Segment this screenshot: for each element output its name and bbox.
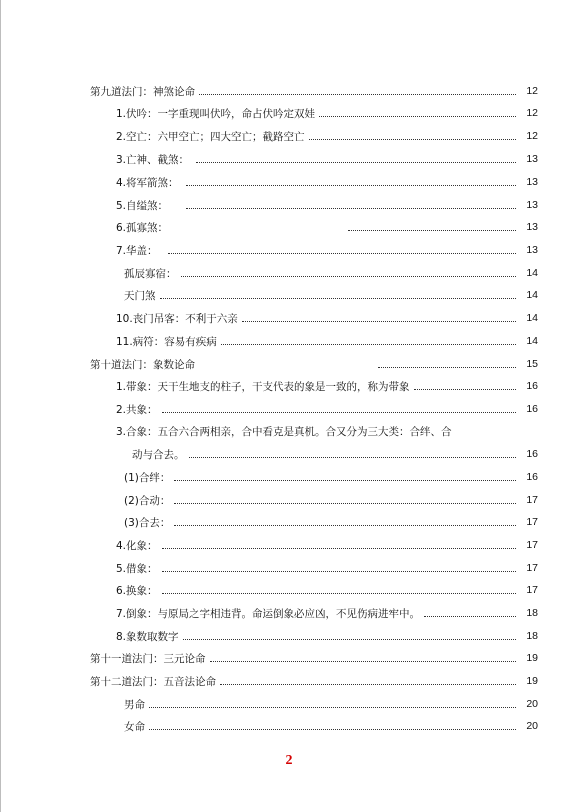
toc-entry-label: 男命 (124, 698, 145, 711)
toc-heading[interactable] (0, 80, 578, 102)
toc-page-number: 15 (526, 358, 538, 370)
toc-dot-leader (309, 139, 516, 140)
toc-entry-label: (1)合绊： (124, 471, 171, 484)
toc-page-number: 12 (526, 107, 538, 119)
page-number: 2 (285, 753, 293, 768)
toc-entry-label: (2)合动： (124, 494, 171, 507)
toc-page-number: 14 (526, 289, 538, 301)
toc-dot-leader (162, 548, 516, 549)
toc-page-number: 17 (526, 516, 538, 528)
toc-entry-label: 4.将军箭煞： (116, 176, 179, 189)
toc-entry-label: 5.借象： (116, 562, 158, 575)
toc-page-number: 17 (526, 539, 538, 551)
toc-entry[interactable] (0, 534, 578, 556)
toc-entry[interactable] (0, 148, 578, 170)
toc-dot-leader (189, 457, 517, 458)
toc-dot-leader (160, 298, 517, 299)
toc-entry[interactable] (0, 194, 578, 216)
toc-entry-label: 7.华盖： (116, 244, 158, 257)
toc-dot-leader (174, 480, 516, 481)
toc-entry[interactable] (0, 125, 578, 147)
toc-dot-leader (181, 276, 517, 277)
toc-dot-leader (162, 593, 516, 594)
toc-dot-leader (168, 253, 516, 254)
toc-dot-leader (183, 639, 516, 640)
toc-dot-leader (319, 116, 516, 117)
toc-entry-label: 第十道法门：象数论命 (90, 358, 195, 371)
toc-entry[interactable] (0, 602, 578, 624)
toc-page-number: 18 (526, 630, 538, 642)
toc-page-number: 13 (526, 199, 538, 211)
toc-page-number: 12 (526, 130, 538, 142)
toc-entry[interactable] (0, 375, 578, 397)
toc-page-number: 18 (526, 607, 538, 619)
toc-entry[interactable] (0, 239, 578, 261)
toc-page-number: 20 (526, 698, 538, 710)
toc-page-number: 19 (526, 652, 538, 664)
toc-entry[interactable] (0, 693, 578, 715)
toc-entry-label: 11.病符：容易有疾病 (116, 335, 217, 348)
toc-dot-leader (162, 412, 516, 413)
toc-entry-label: 5.自缢煞： (116, 199, 169, 212)
toc-page-number: 13 (526, 221, 538, 233)
toc-page-number: 17 (526, 494, 538, 506)
toc-entry-label: 天门煞 (124, 289, 156, 302)
toc-dot-leader (149, 707, 516, 708)
toc-entry[interactable] (0, 262, 578, 284)
toc-page-number: 19 (526, 675, 538, 687)
toc-entry-label: 1.带象：天干生地支的柱子，干支代表的象是一致的，称为带象 (116, 380, 410, 393)
toc-entry-label: 3.合象：五合六合两相亲，合中看克是真机。合又分为三大类：合绊、合 (116, 425, 452, 438)
toc-dot-leader (149, 729, 516, 730)
toc-heading[interactable] (0, 670, 578, 692)
toc-dot-leader (199, 94, 516, 95)
toc-entry-label: 第十一道法门：三元论命 (90, 652, 206, 665)
toc-page-number: 17 (526, 584, 538, 596)
toc-entry[interactable] (0, 489, 578, 511)
toc-entry[interactable] (0, 557, 578, 579)
toc-dot-leader (186, 208, 516, 209)
toc-entry-label: 4.化象： (116, 539, 158, 552)
toc-page-number: 16 (526, 448, 538, 460)
toc-page-number: 13 (526, 244, 538, 256)
toc-entry-label: 孤辰寡宿： (124, 267, 177, 280)
toc-page-number: 16 (526, 380, 538, 392)
toc-entry[interactable] (0, 511, 578, 533)
toc-page-number: 20 (526, 720, 538, 732)
toc-entry[interactable] (0, 466, 578, 488)
toc-page-number: 14 (526, 312, 538, 324)
toc-entry-label: 第十二道法门：五音法论命 (90, 675, 216, 688)
toc-dot-leader (220, 684, 516, 685)
toc-entry-label: 1.伏吟：一字重现叫伏吟，命占伏吟定双娃 (116, 107, 316, 120)
toc-page-number: 16 (526, 403, 538, 415)
toc-page-number: 13 (526, 176, 538, 188)
toc-entry[interactable] (0, 398, 578, 420)
toc-entry-label: 动与合去。 (132, 448, 185, 461)
toc-page-number: 13 (526, 153, 538, 165)
toc-entry[interactable] (0, 420, 578, 442)
toc-entry-label: 6.孤寡煞： (116, 221, 169, 234)
toc-heading[interactable] (0, 353, 578, 375)
toc-dot-leader (162, 571, 516, 572)
toc-entry-label: 女命 (124, 720, 145, 733)
toc-entry[interactable] (0, 307, 578, 329)
toc-dot-leader (186, 185, 516, 186)
toc-dot-leader (174, 525, 516, 526)
toc-entry[interactable] (0, 102, 578, 124)
toc-entry-label: (3)合去： (124, 516, 171, 529)
toc-entry-label: 3.亡神、截煞： (116, 153, 190, 166)
toc-page-number: 17 (526, 562, 538, 574)
toc-heading[interactable] (0, 647, 578, 669)
toc-dot-leader (174, 503, 516, 504)
toc-entry[interactable] (0, 284, 578, 306)
toc-entry-label: 6.换象： (116, 584, 158, 597)
toc-dot-leader (210, 661, 517, 662)
toc-entry-label: 8.象数取数字 (116, 630, 179, 643)
toc-entry[interactable] (0, 625, 578, 647)
toc-entry[interactable] (0, 330, 578, 352)
toc-entry-label: 7.倒象：与原局之字相违背。命运倒象必应凶，不见伤病进牢中。 (116, 607, 421, 620)
toc-dot-leader (378, 367, 516, 368)
toc-dot-leader (196, 162, 516, 163)
toc-dot-leader (348, 230, 516, 231)
toc-entry-label: 2.空亡：六甲空亡；四大空亡；截路空亡 (116, 130, 305, 143)
toc-page-number: 14 (526, 335, 538, 347)
toc-dot-leader (242, 321, 516, 322)
toc-dot-leader (424, 616, 516, 617)
toc-entry-label: 第九道法门：神煞论命 (90, 85, 195, 98)
toc-entry-label: 10.丧门吊客：不利于六亲 (116, 312, 238, 325)
toc-dot-leader (221, 344, 516, 345)
toc-entry[interactable] (0, 216, 578, 238)
toc-page-number: 12 (526, 85, 538, 97)
toc-entry[interactable] (0, 715, 578, 737)
toc-entry-label: 2.共象： (116, 403, 158, 416)
toc-entry[interactable] (0, 443, 578, 465)
toc-page-number: 16 (526, 471, 538, 483)
toc-page-number: 14 (526, 267, 538, 279)
toc-dot-leader (414, 389, 516, 390)
toc-entry[interactable] (0, 171, 578, 193)
toc-entry[interactable] (0, 579, 578, 601)
